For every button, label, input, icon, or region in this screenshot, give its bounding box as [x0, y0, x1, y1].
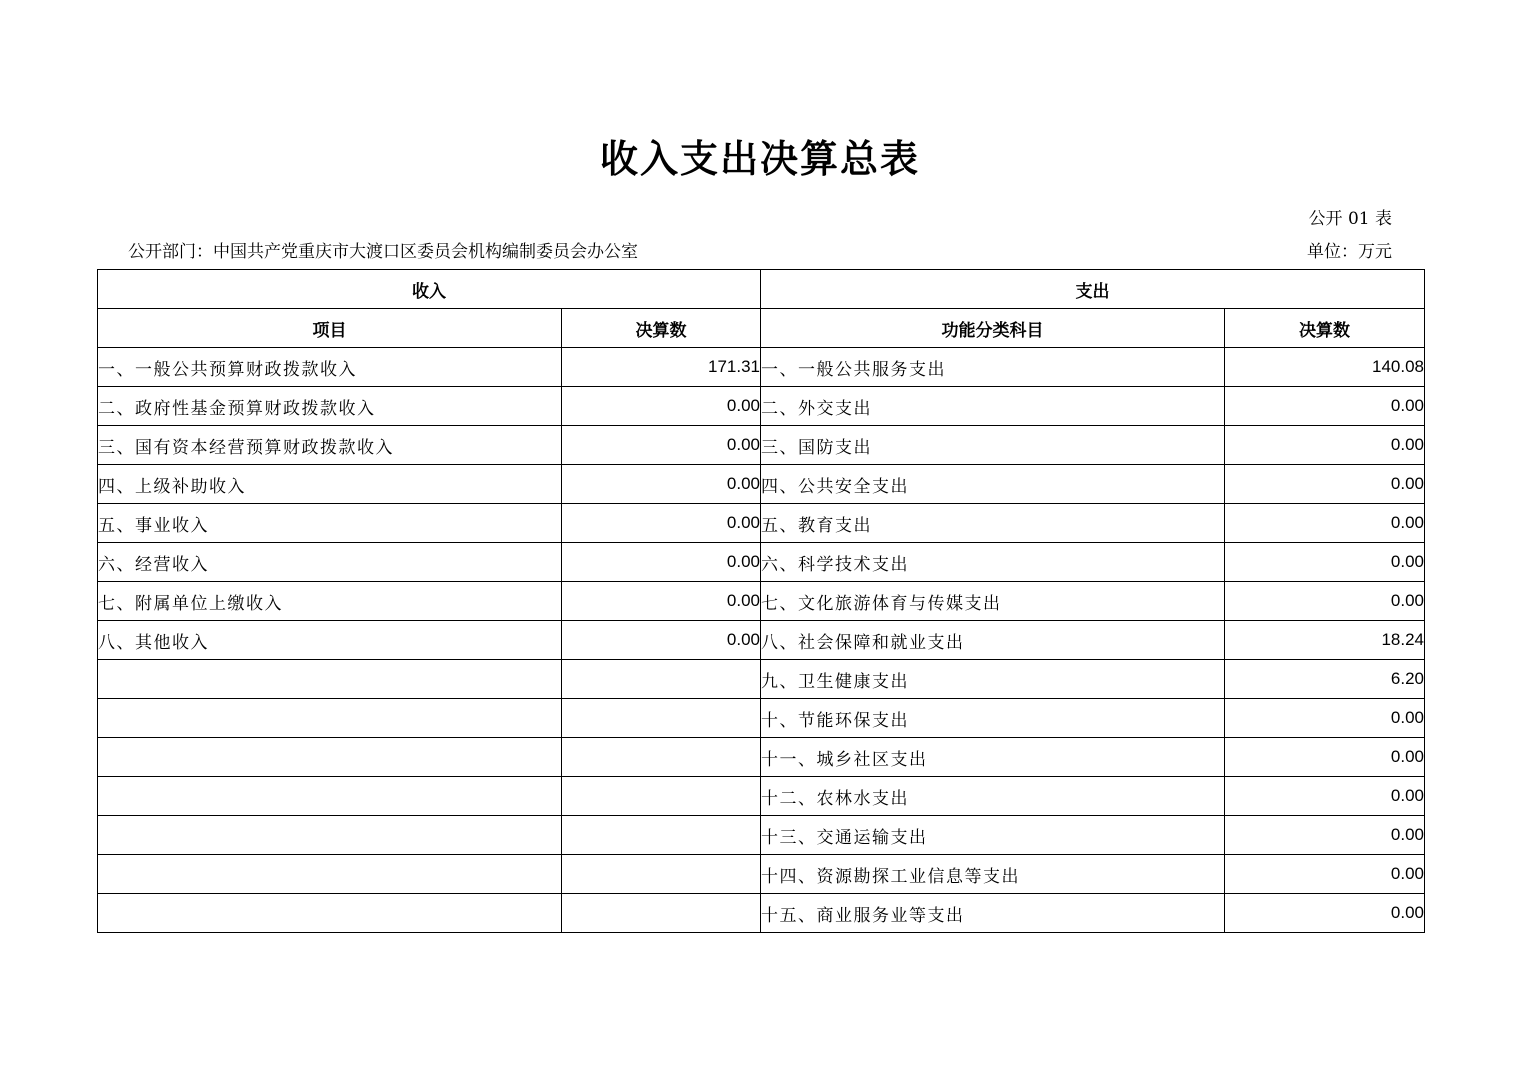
- income-item-cell: 八、其他收入: [98, 621, 562, 660]
- table-row: [98, 738, 1425, 777]
- expense-amount-cell: 6.20: [1225, 660, 1425, 699]
- income-amount-cell: 171.31: [562, 348, 761, 387]
- table-row: [98, 621, 1425, 660]
- expense-item-cell: 十三、交通运输支出: [761, 816, 1225, 855]
- table-row: [98, 426, 1425, 465]
- expense-item-cell: 四、公共安全支出: [761, 465, 1225, 504]
- expense-amount-cell: 0.00: [1225, 777, 1425, 816]
- expense-item-cell: 一、一般公共服务支出: [761, 348, 1225, 387]
- income-item-cell: [98, 738, 562, 777]
- income-amount-cell: [562, 855, 761, 894]
- expense-amount-cell: 0.00: [1225, 387, 1425, 426]
- income-item-cell: [98, 699, 562, 738]
- table-row: [98, 816, 1425, 855]
- unit-label: 单位：万元: [1307, 242, 1392, 262]
- income-amount-cell: 0.00: [562, 387, 761, 426]
- expense-amount-cell: 0.00: [1225, 855, 1425, 894]
- income-amount-cell: [562, 777, 761, 816]
- expense-item-cell: 十二、农林水支出: [761, 777, 1225, 816]
- expense-item-cell: 二、外交支出: [761, 387, 1225, 426]
- expense-amount-cell: 0.00: [1225, 504, 1425, 543]
- income-item-cell: 六、经营收入: [98, 543, 562, 582]
- table-row: [98, 855, 1425, 894]
- expense-amount-cell: 0.00: [1225, 426, 1425, 465]
- income-item-header: 项目: [98, 309, 562, 348]
- table-row: [98, 504, 1425, 543]
- expense-amount-cell: 0.00: [1225, 582, 1425, 621]
- income-group-header: 收入: [98, 270, 761, 309]
- expense-amount-cell: 18.24: [1225, 621, 1425, 660]
- income-item-cell: 一、一般公共预算财政拨款收入: [98, 348, 562, 387]
- expense-item-cell: 十五、商业服务业等支出: [761, 894, 1225, 933]
- table-body: [98, 348, 1425, 933]
- income-amount-cell: 0.00: [562, 504, 761, 543]
- income-item-cell: [98, 816, 562, 855]
- income-item-cell: 四、上级补助收入: [98, 465, 562, 504]
- expense-item-cell: 十四、资源勘探工业信息等支出: [761, 855, 1225, 894]
- expense-amount-cell: 0.00: [1225, 738, 1425, 777]
- income-amount-header: 决算数: [562, 309, 761, 348]
- table-row: [98, 348, 1425, 387]
- expense-item-cell: 九、卫生健康支出: [761, 660, 1225, 699]
- table-row: [98, 582, 1425, 621]
- income-item-cell: [98, 660, 562, 699]
- expense-amount-cell: 0.00: [1225, 465, 1425, 504]
- income-amount-cell: [562, 894, 761, 933]
- income-item-cell: [98, 855, 562, 894]
- expense-amount-cell: 0.00: [1225, 816, 1425, 855]
- table-row: [98, 894, 1425, 933]
- income-amount-cell: 0.00: [562, 582, 761, 621]
- table-row: [98, 387, 1425, 426]
- expense-item-cell: 八、社会保障和就业支出: [761, 621, 1225, 660]
- income-amount-cell: [562, 660, 761, 699]
- expense-item-cell: 七、文化旅游体育与传媒支出: [761, 582, 1225, 621]
- expense-item-header: 功能分类科目: [761, 309, 1225, 348]
- table-row: [98, 660, 1425, 699]
- table-row: [98, 777, 1425, 816]
- expense-amount-cell: 0.00: [1225, 543, 1425, 582]
- income-amount-cell: 0.00: [562, 543, 761, 582]
- income-item-cell: 七、附属单位上缴收入: [98, 582, 562, 621]
- table-row: [98, 543, 1425, 582]
- expense-item-cell: 六、科学技术支出: [761, 543, 1225, 582]
- expense-amount-cell: 0.00: [1225, 699, 1425, 738]
- income-amount-cell: [562, 816, 761, 855]
- expense-amount-cell: 0.00: [1225, 894, 1425, 933]
- expense-item-cell: 十、节能环保支出: [761, 699, 1225, 738]
- expense-group-header: 支出: [761, 270, 1425, 309]
- income-item-cell: 五、事业收入: [98, 504, 562, 543]
- income-item-cell: 三、国有资本经营预算财政拨款收入: [98, 426, 562, 465]
- income-amount-cell: [562, 738, 761, 777]
- table-column-header-row: [98, 309, 1425, 348]
- income-amount-cell: 0.00: [562, 426, 761, 465]
- income-item-cell: [98, 894, 562, 933]
- page-title: 收入支出决算总表: [599, 137, 920, 181]
- income-item-cell: [98, 777, 562, 816]
- income-item-cell: 二、政府性基金预算财政拨款收入: [98, 387, 562, 426]
- expense-item-cell: 三、国防支出: [761, 426, 1225, 465]
- income-expense-table: [97, 269, 1425, 933]
- expense-item-cell: 五、教育支出: [761, 504, 1225, 543]
- expense-item-cell: 十一、城乡社区支出: [761, 738, 1225, 777]
- department-label: 公开部门：中国共产党重庆市大渡口区委员会机构编制委员会办公室: [128, 242, 638, 262]
- table-number: 公开 01 表: [1308, 209, 1392, 229]
- expense-amount-header: 决算数: [1225, 309, 1425, 348]
- income-amount-cell: 0.00: [562, 465, 761, 504]
- expense-amount-cell: 140.08: [1225, 348, 1425, 387]
- income-amount-cell: 0.00: [562, 621, 761, 660]
- table-group-header-row: [98, 270, 1425, 309]
- table-row: [98, 699, 1425, 738]
- table-row: [98, 465, 1425, 504]
- income-amount-cell: [562, 699, 761, 738]
